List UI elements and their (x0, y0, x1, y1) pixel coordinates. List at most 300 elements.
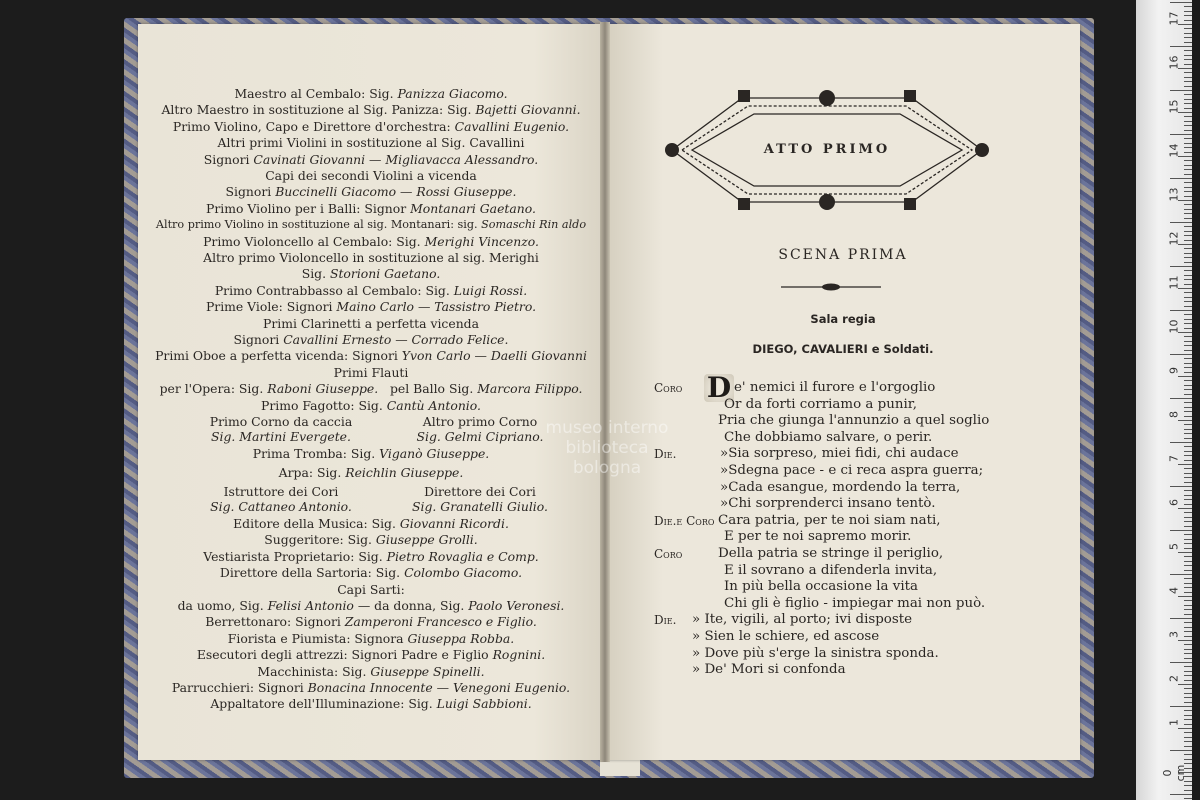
ruler-tick (1184, 165, 1192, 166)
ruler-tick (1184, 336, 1192, 337)
credit-line (138, 250, 604, 265)
credit-role: Altro primo Violoncello in sostituzione al sig. Merighi (203, 250, 539, 265)
ruler-number: 0 cm (1161, 764, 1187, 782)
spine-strip (600, 760, 640, 776)
speaker-label: Die.e Coro (654, 513, 715, 528)
credit-name: Raboni Giuseppe. (267, 381, 379, 397)
credit-role: da uomo, Sig. (177, 598, 268, 613)
verse-line: Or da forti corriamo a punir, (724, 396, 917, 412)
credit-role: Appaltatore dell'Illuminazione: Sig. (210, 696, 437, 712)
scene-title: SCENA PRIMA (778, 247, 908, 263)
ruler-tick (1184, 94, 1192, 95)
ruler-tick (1184, 187, 1192, 188)
ruler-tick (1184, 424, 1192, 425)
ruler-number: 2 (1167, 675, 1181, 682)
ruler-tick (1170, 398, 1192, 399)
credit-name: Giuseppe Grolli. (375, 532, 478, 548)
credit-name: Bajetti Giovanni. (475, 102, 581, 118)
ruler-tick (1184, 363, 1192, 364)
credit-line (138, 631, 604, 646)
ruler-number: 17 (1167, 11, 1181, 26)
ruler-tick (1184, 790, 1192, 791)
ruler-tick (1184, 592, 1192, 593)
ruler-tick (1184, 72, 1192, 73)
ruler-tick (1184, 253, 1192, 254)
ruler-tick (1170, 486, 1192, 487)
credit-line (138, 217, 604, 232)
ruler-tick (1184, 279, 1192, 280)
credit-name: Giuseppe Spinelli. (370, 663, 485, 679)
ruler-tick (1184, 697, 1192, 698)
right-page (606, 24, 1080, 760)
credit-line (138, 680, 604, 695)
ruler-tick (1184, 732, 1192, 733)
speaker-label: Die. (654, 447, 677, 462)
credit-line (138, 696, 604, 711)
credit-line (138, 549, 604, 564)
credit-role: Primo Violoncello al Cembalo: Sig. (203, 233, 425, 249)
credit-role: Signori (233, 332, 284, 347)
credit-name: Storioni Gaetano. (329, 266, 441, 282)
credit-name: Bonacina Innocente — Venegoni Eugenio. (307, 680, 571, 695)
ruler-tick (1184, 37, 1192, 38)
ruler-tick (1170, 794, 1192, 795)
credit-role: Primo Violino, Capo e Direttore d'orchestra: (172, 118, 455, 134)
credit-role: Primo Violino per i Balli: Signor (206, 200, 411, 216)
ruler-tick (1184, 680, 1192, 681)
ruler-tick (1184, 468, 1192, 469)
ruler-tick (1184, 121, 1192, 122)
credit-role: Fiorista e Piumista: Signora (227, 630, 408, 646)
ruler-tick (1170, 2, 1192, 3)
ruler-tick (1184, 204, 1192, 205)
ruler-tick (1184, 33, 1192, 34)
credit-name: Buccinelli Giacomo — Rossi Giuseppe. (275, 184, 517, 200)
verse-line: In più bella occasione la vita (724, 579, 919, 595)
ruler-tick (1184, 116, 1192, 117)
speaker-label: Coro (654, 381, 683, 395)
ruler-tick (1184, 719, 1192, 720)
ruler-tick (1184, 319, 1192, 320)
ruler-tick (1184, 191, 1192, 192)
ruler-tick (1184, 86, 1192, 87)
ruler-tick (1184, 262, 1192, 263)
ruler-tick (1184, 433, 1192, 434)
drop-cap: D (704, 374, 734, 402)
credit-role: Parrucchieri: Signori (171, 680, 308, 695)
ruler-number: 14 (1167, 143, 1181, 158)
ruler-number: 6 (1167, 499, 1181, 506)
ruler-tick (1184, 182, 1192, 183)
watermark-line: museo interno (545, 418, 669, 438)
credit-line (138, 201, 604, 216)
ruler-tick (1184, 152, 1192, 153)
credit-pair-left (206, 484, 356, 514)
ruler-tick (1184, 301, 1192, 302)
credit-name: Cantù Antonio. (386, 397, 481, 413)
verse-line: E per te noi sapremo morir. (724, 529, 912, 545)
ruler-tick (1170, 706, 1192, 707)
credit-name: Maino Carlo — Tassistro Pietro. (336, 299, 537, 315)
ruler-tick (1184, 125, 1192, 126)
watermark-line: bologna (572, 458, 642, 478)
credit-name: Colombo Giacomo. (404, 565, 523, 581)
credit-name: Cavallini Eugenio. (454, 118, 570, 134)
watermark (532, 418, 682, 478)
ruler-tick (1184, 81, 1192, 82)
verse-line: Cara patria, per te noi siam nati, (718, 512, 941, 528)
ruler-tick (1170, 354, 1192, 355)
credit-line (138, 516, 604, 531)
verse-line: Che dobbiamo salvare, o perir. (724, 429, 933, 445)
ruler-tick (1184, 693, 1192, 694)
ruler-tick (1184, 77, 1192, 78)
ruler-tick (1184, 504, 1192, 505)
credit-name: Somaschi Rin aldo (481, 218, 587, 232)
ruler-tick (1184, 314, 1192, 315)
ruler-tick (1170, 310, 1192, 311)
ruler-tick (1184, 512, 1192, 513)
credit-name: Yvon Carlo — Daelli Giovanni (401, 348, 587, 364)
credit-name: Sig. Granatelli Giulio. (412, 499, 548, 514)
credit-role: Prime Viole: Signori (205, 299, 337, 315)
ruler-tick (1184, 174, 1192, 175)
verse-line: Pria che giunga l'annunzio a quel soglio (718, 413, 990, 429)
credit-role: Sig. (301, 266, 330, 282)
ruler-number: 4 (1167, 587, 1181, 594)
credit-role: Vestiarista Proprietario: Sig. (203, 548, 387, 564)
credit-role: Capi Sarti: (337, 581, 405, 597)
ruler-tick (1184, 600, 1192, 601)
measuring-ruler (1136, 0, 1192, 800)
ruler-tick (1184, 411, 1192, 412)
credit-line (138, 168, 604, 183)
ruler-number: 9 (1167, 367, 1181, 374)
ruler-tick (1184, 658, 1192, 659)
ruler-tick (1184, 644, 1192, 645)
verse-line: » Ite, vigili, al porto; ivi disposte (692, 612, 913, 628)
credit-role: Maestro al Cembalo: Sig. (234, 86, 398, 101)
ruler-tick (1184, 759, 1192, 760)
ruler-tick (1184, 429, 1192, 430)
ruler-tick (1184, 345, 1192, 346)
verse-line: E il sovrano a difenderla invita, (724, 562, 938, 578)
ruler-tick (1184, 499, 1192, 500)
ruler-tick (1184, 64, 1192, 65)
ruler-tick (1184, 292, 1192, 293)
ruler-tick (1184, 380, 1192, 381)
credit-line (138, 102, 604, 117)
book-gutter (600, 22, 610, 762)
ruler-tick (1184, 389, 1192, 390)
credit-role: Editore della Musica: Sig. (233, 516, 400, 531)
ruler-number: 11 (1167, 275, 1181, 290)
ruler-tick (1184, 306, 1192, 307)
credit-line (138, 532, 604, 547)
ruler-tick (1184, 284, 1192, 285)
credit-role: Signori (203, 151, 254, 167)
characters-label: DIEGO, CAVALIERI e Soldati. (752, 342, 934, 356)
ruler-tick (1170, 46, 1192, 47)
credit-line (138, 565, 604, 580)
credit-line (138, 381, 604, 396)
ruler-tick (1184, 649, 1192, 650)
credit-role: Macchinista: Sig. (257, 663, 371, 679)
credit-role: Esecutori degli attrezzi: Signori Padre e Figlio (196, 647, 493, 663)
credit-name: Montanari Gaetano. (410, 200, 536, 216)
ruler-tick (1184, 297, 1192, 298)
credit-name: Pietro Rovaglia e Comp. (386, 548, 539, 564)
ruler-tick (1184, 367, 1192, 368)
credit-name: Giovanni Ricordi. (399, 516, 509, 531)
ruler-tick (1184, 583, 1192, 584)
ruler-tick (1184, 517, 1192, 518)
ruler-tick (1170, 662, 1192, 663)
credit-line (138, 152, 604, 167)
ruler-tick (1184, 385, 1192, 386)
ruler-tick (1184, 526, 1192, 527)
ruler-tick (1184, 737, 1192, 738)
ruler-tick (1184, 196, 1192, 197)
ruler-tick (1184, 257, 1192, 258)
ruler-tick (1184, 627, 1192, 628)
ruler-tick (1184, 543, 1192, 544)
ruler-tick (1184, 746, 1192, 747)
ruler-tick (1184, 341, 1192, 342)
credit-role: Altro Maestro in sostituzione al Sig. Panizza: Sig. (161, 102, 476, 118)
ruler-tick (1184, 446, 1192, 447)
ruler-tick (1184, 6, 1192, 7)
ruler-tick (1184, 460, 1192, 461)
credit-line (138, 86, 604, 101)
credit-name: Marcora Filippo. (477, 381, 583, 397)
ruler-tick (1184, 248, 1192, 249)
ruler-tick (1184, 539, 1192, 540)
credit-line (138, 582, 604, 597)
credit-name: Felisi Antonio (267, 598, 354, 613)
credit-role: Istruttore dei Cori (223, 484, 339, 499)
ruler-tick (1184, 226, 1192, 227)
verse-line: Della patria se stringe il periglio, (718, 546, 944, 561)
verse-line: e' nemici il furore e l'orgoglio (734, 380, 936, 395)
verse-line: » Sien le schiere, ed ascose (692, 629, 880, 644)
ruler-tick (1184, 213, 1192, 214)
ruler-tick (1184, 270, 1192, 271)
credit-role: Suggeritore: Sig. (264, 532, 376, 548)
credit-role: Primi Flauti (333, 364, 409, 380)
ruler-tick (1184, 653, 1192, 654)
ruler-tick (1184, 275, 1192, 276)
ruler-tick (1184, 495, 1192, 496)
ruler-tick (1184, 138, 1192, 139)
credit-line (138, 184, 604, 199)
ruler-tick (1184, 671, 1192, 672)
ruler-tick (1184, 15, 1192, 16)
ruler-tick (1184, 622, 1192, 623)
ruler-tick (1184, 741, 1192, 742)
credit-role: Berrettonaro: Signori (205, 614, 345, 630)
ruler-tick (1170, 178, 1192, 179)
credit-line (138, 332, 604, 347)
credit-name: Panizza Giacomo. (397, 86, 508, 101)
ruler-tick (1184, 350, 1192, 351)
credit-pair-right (400, 484, 560, 514)
ruler-tick (1184, 323, 1192, 324)
credit-line (138, 664, 604, 679)
ruler-tick (1184, 785, 1192, 786)
ruler-tick (1184, 42, 1192, 43)
credit-role: Altri primi Violini in sostituzione al Sig. Cavallini (217, 135, 525, 151)
ruler-tick (1184, 59, 1192, 60)
ruler-tick (1184, 99, 1192, 100)
ruler-tick (1184, 570, 1192, 571)
credit-line (138, 299, 604, 314)
credit-role: Prima Tromba: Sig. (252, 446, 380, 461)
ruler-tick (1184, 438, 1192, 439)
ruler-tick (1184, 565, 1192, 566)
ruler-tick (1184, 240, 1192, 241)
ruler-tick (1184, 666, 1192, 667)
ruler-tick (1184, 147, 1192, 148)
setting-label: Sala regia (810, 312, 876, 326)
credit-name: Sig. Martini Evergete. (211, 429, 351, 444)
ruler-tick (1184, 754, 1192, 755)
credit-role: Altro primo Violino in sostituzione al sig. Montanari: sig. (155, 218, 482, 232)
credit-name: Viganò Giuseppe. (379, 446, 490, 461)
credit-name: Giuseppa Robba. (407, 630, 515, 646)
ruler-number: 8 (1167, 411, 1181, 418)
credit-line (138, 266, 604, 281)
credit-role: Primi Oboe a perfetta vicenda: Signori (155, 348, 402, 364)
ruler-number: 15 (1167, 99, 1181, 114)
credit-role: Arpa: Sig. (278, 465, 346, 480)
ruler-tick (1184, 631, 1192, 632)
ruler-tick (1184, 490, 1192, 491)
ruler-tick (1184, 50, 1192, 51)
ruler-tick (1184, 20, 1192, 21)
ruler-tick (1184, 675, 1192, 676)
ruler-tick (1170, 750, 1192, 751)
credit-line (138, 316, 604, 331)
divider-ornament (781, 282, 881, 292)
verse-line: »Sdegna pace - e ci reca aspra guerra; (720, 463, 984, 478)
credit-pair-left (206, 414, 356, 444)
ruler-number: 5 (1167, 543, 1181, 550)
ruler-tick (1184, 473, 1192, 474)
ruler-tick (1170, 574, 1192, 575)
ruler-tick (1184, 534, 1192, 535)
credit-name: Sig. Cattaneo Antonio. (210, 499, 352, 514)
ruler-tick (1184, 169, 1192, 170)
ruler-tick (1170, 266, 1192, 267)
ruler-tick (1184, 130, 1192, 131)
ruler-tick (1184, 55, 1192, 56)
credit-line (138, 283, 604, 298)
credit-role: pel Ballo Sig. (378, 381, 478, 397)
ruler-tick (1184, 358, 1192, 359)
ruler-tick (1184, 108, 1192, 109)
ruler-tick (1184, 702, 1192, 703)
credit-role: — da donna, Sig. (353, 598, 469, 613)
credit-line (138, 598, 604, 613)
credit-name: Rognini. (492, 647, 546, 663)
credit-role: Primo Corno da caccia (209, 414, 353, 429)
ruler-tick (1184, 455, 1192, 456)
act-title: ATTO PRIMO (763, 142, 891, 157)
ruler-tick (1184, 548, 1192, 549)
verse-line: »Sia sorpreso, miei fidi, chi audace (720, 446, 959, 462)
ruler-tick (1184, 688, 1192, 689)
verse-line: » De' Mori si confonda (692, 662, 846, 678)
ruler-tick (1184, 798, 1192, 799)
ruler-tick (1184, 394, 1192, 395)
speaker-label: Die. (654, 613, 677, 628)
ruler-tick (1184, 160, 1192, 161)
credit-name: Luigi Sabbioni. (436, 696, 532, 712)
ruler-tick (1184, 143, 1192, 144)
verse-line: » Dove più s'erge la sinistra sponda. (692, 645, 939, 661)
ruler-tick (1170, 134, 1192, 135)
ruler-tick (1170, 222, 1192, 223)
ruler-number: 3 (1167, 631, 1181, 638)
credit-role: Altro primo Corno (422, 414, 538, 429)
ruler-tick (1184, 372, 1192, 373)
credit-role: Primo Fagotto: Sig. (261, 397, 387, 413)
credit-role: Direttore dei Cori (424, 484, 536, 499)
ruler-tick (1184, 561, 1192, 562)
ruler-tick (1184, 28, 1192, 29)
credit-line (138, 647, 604, 662)
verse-line: »Cada esangue, mordendo la terra, (720, 479, 961, 495)
credit-line (138, 365, 604, 380)
credit-line (138, 119, 604, 134)
ruler-tick (1184, 407, 1192, 408)
ruler-tick (1184, 402, 1192, 403)
credit-name: Merighi Vincenzo. (424, 233, 539, 249)
ruler-tick (1184, 556, 1192, 557)
ruler-tick (1184, 103, 1192, 104)
credit-role: Signori (225, 184, 276, 200)
credit-line (138, 614, 604, 629)
credit-role: Capi dei secondi Violini a vicenda (265, 168, 477, 183)
ruler-tick (1184, 477, 1192, 478)
ruler-tick (1184, 609, 1192, 610)
ruler-tick (1184, 578, 1192, 579)
credit-line (138, 234, 604, 249)
credit-name: Luigi Rossi. (453, 282, 528, 298)
ruler-tick (1184, 482, 1192, 483)
left-page (138, 24, 604, 760)
ruler-tick (1184, 710, 1192, 711)
credit-line (138, 135, 604, 150)
ruler-tick (1184, 715, 1192, 716)
ruler-number: 1 (1167, 719, 1181, 726)
ruler-number: 13 (1167, 187, 1181, 202)
ruler-tick (1170, 530, 1192, 531)
ruler-tick (1184, 11, 1192, 12)
ruler-tick (1184, 451, 1192, 452)
ruler-tick (1184, 614, 1192, 615)
credit-line (138, 398, 604, 413)
credit-role: Direttore della Sartoria: Sig. (219, 565, 405, 581)
verse-line: »Chi sorprenderci insano tentò. (720, 496, 936, 512)
credit-role: Primo Contrabbasso al Cembalo: Sig. (214, 282, 454, 298)
credit-name: Zamperoni Francesco e Figlio. (344, 614, 537, 630)
ruler-tick (1170, 618, 1192, 619)
verse-line: Chi gli è figlio - impiegar mai non può. (724, 595, 986, 611)
ruler-tick (1184, 209, 1192, 210)
ruler-number: 7 (1167, 455, 1181, 462)
